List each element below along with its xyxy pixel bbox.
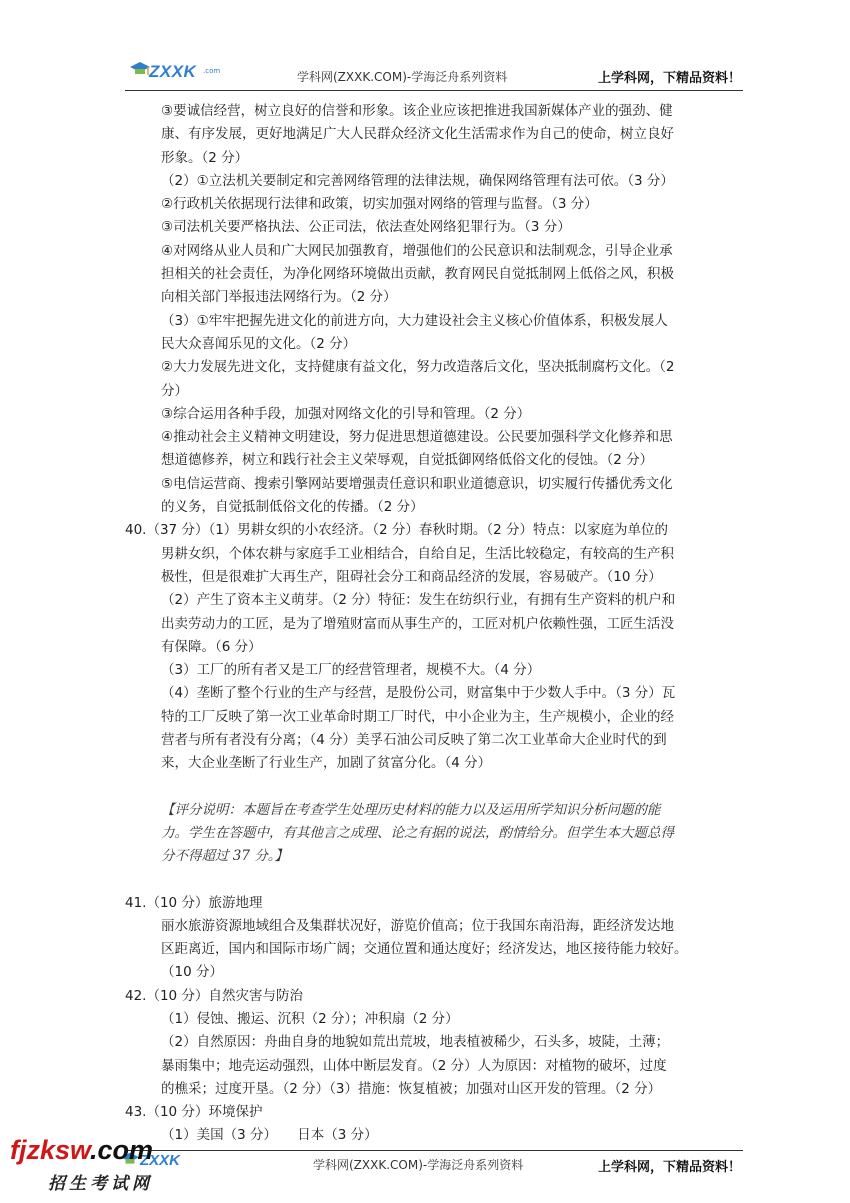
text-line: ③司法机关要严格执法、公正司法，依法查处网络犯罪行为。（3 分） bbox=[161, 219, 571, 236]
graduation-cap-icon bbox=[129, 60, 151, 80]
watermark-brand-red: fjzksw bbox=[10, 1135, 91, 1165]
answer-body bbox=[125, 100, 745, 1148]
header-slogan: 上学科网，下精品资料！ bbox=[597, 71, 741, 86]
text-line: 特的工厂反映了第一次工业革命时期工厂时代，中小企业为主，生产规模小，企业的经 bbox=[161, 708, 674, 725]
text-line: （3）工厂的所有者又是工厂的经营管理者，规模不大。（4 分） bbox=[161, 662, 541, 679]
text-line: 担相关的社会责任，为净化网络环境做出贡献，教育网民自觉抵制网上低俗之风，积极 bbox=[161, 266, 674, 283]
watermark-brand bbox=[10, 1135, 153, 1166]
text-line: 男耕女织，个体农耕与家庭手工业相结合，自给自足，生活比较稳定，有较高的生产积 bbox=[161, 545, 674, 562]
footer-slogan: 上学科网，下精品资料！ bbox=[597, 1160, 741, 1175]
text-line: 力。学生在答题中，有其他言之成理、论之有据的说法，酌情给分。但学生本大题总得 bbox=[161, 824, 674, 841]
text-line: （10 分） bbox=[161, 964, 223, 981]
text-line: 【评分说明：本题旨在考查学生处理历史材料的能力以及运用所学知识分析问题的能 bbox=[161, 801, 661, 818]
text-line: 营者与所有者没有分离；（4 分）美孚石油公司反映了第二次工业革命大企业时代的到 bbox=[161, 732, 667, 749]
text-line: 极性，但是很难扩大再生产，阻碍社会分工和商品经济的发展，容易破产。（10 分） bbox=[161, 568, 662, 585]
text-line: 43.（10 分）环境保护 bbox=[125, 1104, 263, 1121]
text-line: 的义务，自觉抵制低俗文化的传播。（2 分） bbox=[161, 499, 424, 516]
text-line: 丽水旅游资源地域组合及集群状况好，游览价值高；位于我国东南沿海，距经济发达地 bbox=[161, 917, 674, 934]
text-line: 出卖劳动力的工匠，是为了增殖财富而从事生产的，工匠对机户依赖性强，工匠生活没 bbox=[161, 615, 674, 632]
text-line: （1）侵蚀、搬运、沉积（2 分）；冲积扇（2 分） bbox=[161, 1010, 459, 1027]
text-line: ④推动社会主义精神文明建设，努力促进思想道德建设。公民要加强科学文化修养和思 bbox=[161, 429, 673, 446]
zxxk-logo bbox=[129, 58, 225, 84]
watermark-slogan: 招生考试网 bbox=[48, 1174, 153, 1194]
text-line: ②行政机关依据现行法律和政策，切实加强对网络的管理与监督。（3 分） bbox=[161, 196, 598, 213]
watermark-brand-black: .com bbox=[90, 1135, 154, 1165]
page-header bbox=[125, 56, 743, 91]
text-line: （4）垄断了整个行业的生产与经营，是股份公司，财富集中于少数人手中。（3 分）瓦 bbox=[161, 685, 676, 702]
text-line: ④对网络从业人员和广大网民加强教育，增强他们的公民意识和法制观念，引导企业承 bbox=[161, 242, 673, 259]
text-line: 41.（10 分）旅游地理 bbox=[125, 894, 263, 911]
footer-logo-text: ZXXK bbox=[140, 1152, 181, 1169]
text-line: （2）产生了资本主义萌芽。（2 分）特征：发生在纺织行业，有拥有生产资料的机户和 bbox=[161, 592, 676, 609]
spacer bbox=[125, 776, 745, 799]
logo-subtext: .com bbox=[203, 67, 221, 75]
text-line: （2）①立法机关要制定和完善网络管理的法律法规，确保网络管理有法可依。（3 分） bbox=[161, 172, 674, 189]
text-line: ③要诚信经营，树立良好的信誉和形象。该企业应该把推进我国新媒体产业的强劲、健 bbox=[161, 103, 673, 119]
footer-title: 学科网(ZXXK.COM)-学海泛舟系列资料 bbox=[313, 1158, 524, 1172]
logo-text: ZXXK bbox=[149, 62, 197, 81]
site-watermark bbox=[10, 1135, 180, 1195]
text-line: 形象。（2 分） bbox=[161, 149, 249, 166]
text-line: 40.（37 分）（1）男耕女织的小农经济。（2 分）春秋时期。（2 分）特点：以家庭为单位的 bbox=[125, 522, 669, 539]
text-line: 的樵采；过度开垦。（2 分）（3）措施：恢复植被；加强对山区开发的管理。（2 分） bbox=[161, 1080, 662, 1097]
text-line: （1）美国（3 分） 日本（3 分） bbox=[161, 1127, 378, 1144]
text-line: （2）自然原因：舟曲自身的地貌如荒出荒坡，地表植被稀少，石头多，坡陡，土薄； bbox=[161, 1034, 670, 1051]
header-title: 学科网(ZXXK.COM)-学海泛舟系列资料 bbox=[297, 70, 508, 84]
text-line: 分） bbox=[161, 382, 188, 399]
text-line: 区距离近，国内和国际市场广阔；交通位置和通达度好；经济发达，地区接待能力较好。 bbox=[161, 941, 688, 958]
text-line: 暴雨集中；地壳运动强烈，山体中断层发育。（2 分）人为原因：对植物的破坏，过度 bbox=[161, 1057, 667, 1074]
spacer bbox=[125, 869, 745, 892]
text-line: 来，大企业垄断了行业生产，加剧了贫富分化。（4 分） bbox=[161, 755, 492, 772]
text-line: 康、有序发展，更好地满足广大人民群众经济文化生活需求作为自己的使命，树立良好 bbox=[161, 126, 674, 143]
text-line: ②大力发展先进文化，支持健康有益文化，努力改造落后文化，坚决抵制腐朽文化。（2 bbox=[161, 359, 675, 376]
text-line: 民大众喜闻乐见的文化。（2 分） bbox=[161, 335, 357, 352]
text-line: 想道德修养，树立和践行社会主义荣辱观，自觉抵御网络低俗文化的侵蚀。（2 分） bbox=[161, 452, 654, 469]
text-line: ③综合运用各种手段，加强对网络文化的引导和管理。（2 分） bbox=[161, 405, 531, 422]
text-line: ⑤电信运营商、搜索引擎网站要增强责任意识和职业道德意识，切实履行传播优秀文化 bbox=[161, 475, 673, 492]
text-line: 有保障。（6 分） bbox=[161, 638, 262, 655]
text-line: 42.（10 分）自然灾害与防治 bbox=[125, 987, 303, 1004]
page-footer bbox=[125, 1150, 743, 1177]
text-line: （3）①牢牢把握先进文化的前进方向，大力建设社会主义核心价值体系，积极发展人 bbox=[161, 312, 668, 329]
text-line: 向相关部门举报违法网络行为。（2 分） bbox=[161, 289, 397, 306]
text-line: 分不得超过 37 分。】 bbox=[161, 848, 289, 865]
